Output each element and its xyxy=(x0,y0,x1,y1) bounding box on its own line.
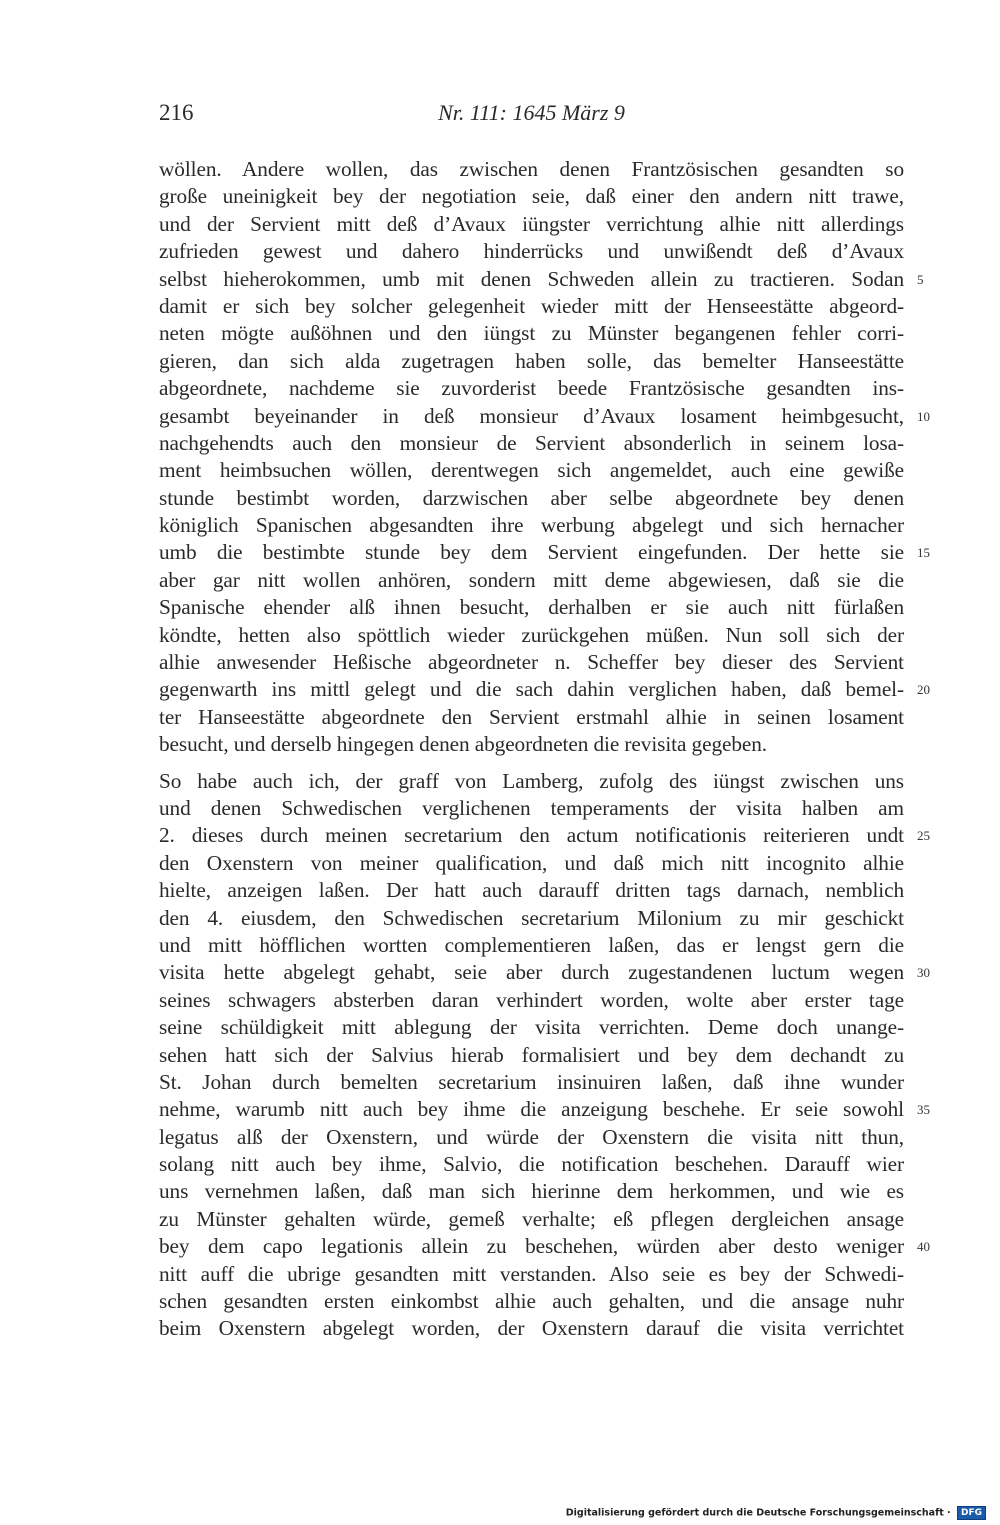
line-text: damit er sich bey solcher gelegenheit wieder mitt der Henseestätte abgeord- xyxy=(159,293,904,318)
text-line xyxy=(159,622,904,649)
line-text: gegenwarth ins mittl gelegt und die sach dahin verglichen haben, daß bemel- xyxy=(159,677,904,702)
text-line xyxy=(159,1014,904,1041)
line-text: besucht, und derselb hingegen denen abgeordneten die revisita gegeben. xyxy=(159,732,768,757)
running-title: Nr. 111: 1645 März 9 xyxy=(438,100,625,125)
line-text: beim Oxenstern abgelegt worden, der Oxenstern darauf die visita verrichtet xyxy=(159,1316,904,1341)
line-text: zu Münster gehalten würde, gemeß verhalte; eß pflegen dergleichen ansage xyxy=(159,1206,904,1231)
text-line xyxy=(159,238,904,265)
text-line xyxy=(159,704,904,731)
line-text: seine schüldigkeit mitt ablegung der visita verrichten. Deme doch unange- xyxy=(159,1015,904,1040)
text-line xyxy=(159,183,904,210)
text-line xyxy=(159,211,904,238)
line-text: legatus alß der Oxenstern, und würde der Oxenstern die visita nitt thun, xyxy=(159,1124,904,1149)
line-text: ment heimbsuchen wöllen, derentwegen sich angemeldet, auch eine gewiße xyxy=(159,458,904,483)
line-text: gieren, dan sich alda zugetragen haben solle, das bemelter Hanseestätte xyxy=(159,348,904,373)
text-line xyxy=(159,676,930,703)
line-text: Spanische ehender alß ihnen besucht, derhalben er sie auch nitt fürlaßen xyxy=(159,595,904,620)
line-text: und denen Schwedischen verglichenen temperaments der visita halben am xyxy=(159,795,904,820)
line-text: nehme, warumb nitt auch bey ihme die anzeigung beschehe. Er seie sowohl xyxy=(159,1097,904,1122)
line-text: aber gar nitt wollen anhören, sondern mitt deme abgewiesen, daß sie die xyxy=(159,567,904,592)
text-line xyxy=(159,959,930,986)
line-text: sehen hatt sich der Salvius hierab formalisiert und bey dem dechandt zu xyxy=(159,1042,904,1067)
line-text: visita hette abgelegt gehabt, seie aber durch zugestandenen luctum wegen xyxy=(159,960,904,985)
line-text: St. Johan durch bemelten secretarium insinuiren laßen, daß ihne wunder xyxy=(159,1069,904,1094)
line-number: 10 xyxy=(917,408,930,424)
text-line xyxy=(159,649,904,676)
text-line xyxy=(159,768,904,795)
text-line xyxy=(159,1069,904,1096)
line-number: 15 xyxy=(917,545,930,561)
line-text: 2. dieses durch meinen secretarium den actum notificationis reiterieren undt xyxy=(159,823,904,848)
text-line xyxy=(159,266,924,293)
text-line xyxy=(159,594,904,621)
text-line xyxy=(159,348,904,375)
line-text: den 4. eiusdem, den Schwedischen secretarium Milonium zu mir geschickt xyxy=(159,905,904,930)
text-line xyxy=(159,877,904,904)
text-line xyxy=(159,795,904,822)
text-line xyxy=(159,1288,904,1315)
line-text: wöllen. Andere wollen, das zwischen denen Frantzösischen gesandten so xyxy=(159,157,904,181)
paragraph xyxy=(159,156,930,759)
text-line xyxy=(159,822,930,849)
text-line xyxy=(159,731,904,758)
text-line xyxy=(159,403,930,430)
text-line xyxy=(159,1315,904,1342)
text-line xyxy=(159,539,930,566)
line-number: 25 xyxy=(917,828,930,844)
text-line xyxy=(159,987,904,1014)
line-text: So habe auch ich, der graff von Lamberg, zufolg des iüngst zwischen uns xyxy=(159,768,904,793)
text-line xyxy=(159,905,904,932)
line-text: uns vernehmen laßen, daß man sich hierinne dem herkommen, und wie es xyxy=(159,1179,904,1204)
line-text: neten mögte außöhnen und den iüngst zu Münster begangenen fehler corri- xyxy=(159,321,904,346)
line-number: 5 xyxy=(917,271,924,287)
line-text: große uneinigkeit bey der negotiation seie, daß einer den andern nitt trawe, xyxy=(159,184,904,209)
text-line xyxy=(159,485,904,512)
line-text: stunde bestimbt worden, darzwischen aber selbe abgeordnete bey denen xyxy=(159,485,904,510)
text-line xyxy=(159,293,904,320)
line-text: bey dem capo legationis allein zu beschehen, würden aber desto weniger xyxy=(159,1234,904,1259)
text-line xyxy=(159,1124,904,1151)
text-line xyxy=(159,850,904,877)
text-line xyxy=(159,1206,904,1233)
line-text: gesambt beyeinander in deß monsieur d’Avaux losament heimbgesucht, xyxy=(159,403,904,428)
line-text: den Oxenstern von meiner qualification, und daß mich nitt incognito alhie xyxy=(159,850,904,875)
text-line xyxy=(159,1261,904,1288)
line-text: nachgehendts auch den monsieur de Servient absonderlich in seinem losa- xyxy=(159,430,904,455)
line-text: zufrieden gewest und dahero hinderrücks und unwißendt deß d’Avaux xyxy=(159,239,904,264)
line-text: königlich Spanischen abgesandten ihre werbung abgelegt und sich hernacher xyxy=(159,513,904,538)
dfg-logo: DFG xyxy=(957,1506,986,1520)
line-text: und mitt höfflichen wortten complementieren laßen, das er lengst gern die xyxy=(159,932,904,957)
text-line xyxy=(159,567,904,594)
text-line xyxy=(159,320,904,347)
text-line xyxy=(159,457,904,484)
line-text: seines schwagers absterben daran verhindert worden, wolte aber erster tage xyxy=(159,987,904,1012)
text-line xyxy=(159,1178,904,1205)
line-number: 35 xyxy=(917,1102,930,1118)
text-line xyxy=(159,430,904,457)
line-text: hielte, anzeigen laßen. Der hatt auch darauff dritten tags darnach, nemblich xyxy=(159,878,904,903)
text-line xyxy=(159,1151,904,1178)
line-number: 30 xyxy=(917,965,930,981)
line-text: ter Hanseestätte abgeordnete den Servient erstmahl alhie in seinen losament xyxy=(159,704,904,729)
line-text: nitt auff die ubrige gesandten mitt verstanden. Also seie es bey der Schwedi- xyxy=(159,1261,904,1286)
footer-credit xyxy=(566,1506,986,1520)
line-text: umb die bestimbte stunde bey dem Servient eingefunden. Der hette sie xyxy=(159,540,904,565)
line-text: selbst hieherokommen, umb mit denen Schweden allein zu tractieren. Sodan xyxy=(159,266,904,291)
line-text: abgeordnete, nachdeme sie zuvorderist beede Frantzösische gesandten ins- xyxy=(159,376,904,401)
line-text: solang nitt auch bey ihme, Salvio, die notification beschehen. Darauff wier xyxy=(159,1152,904,1177)
text-line xyxy=(159,1042,904,1069)
line-number: 40 xyxy=(917,1239,930,1255)
paragraph xyxy=(159,768,930,1343)
text-line xyxy=(159,156,904,183)
line-text: schen gesandten ersten einkombst alhie auch gehalten, und die ansage nuhr xyxy=(159,1289,904,1314)
text-line xyxy=(159,375,904,402)
text-line xyxy=(159,1096,930,1123)
line-text: alhie anwesender Heßische abgeordneter n. Scheffer bey dieser des Servient xyxy=(159,650,904,675)
line-number: 20 xyxy=(917,682,930,698)
page-number: 216 xyxy=(159,100,194,125)
text-line xyxy=(159,1233,930,1260)
line-text: köndte, hetten also spöttlich wieder zurückgehen müßen. Nun soll sich der xyxy=(159,622,904,647)
text-line xyxy=(159,512,904,539)
main-text xyxy=(159,156,930,1343)
page-header xyxy=(159,96,904,130)
text-line xyxy=(159,932,904,959)
footer-text: Digitalisierung gefördert durch die Deutsche Forschungsgemeinschaft · xyxy=(565,1507,951,1519)
line-text: und der Servient mitt deß d’Avaux iüngster verrichtung alhie nitt allerdings xyxy=(159,211,904,236)
